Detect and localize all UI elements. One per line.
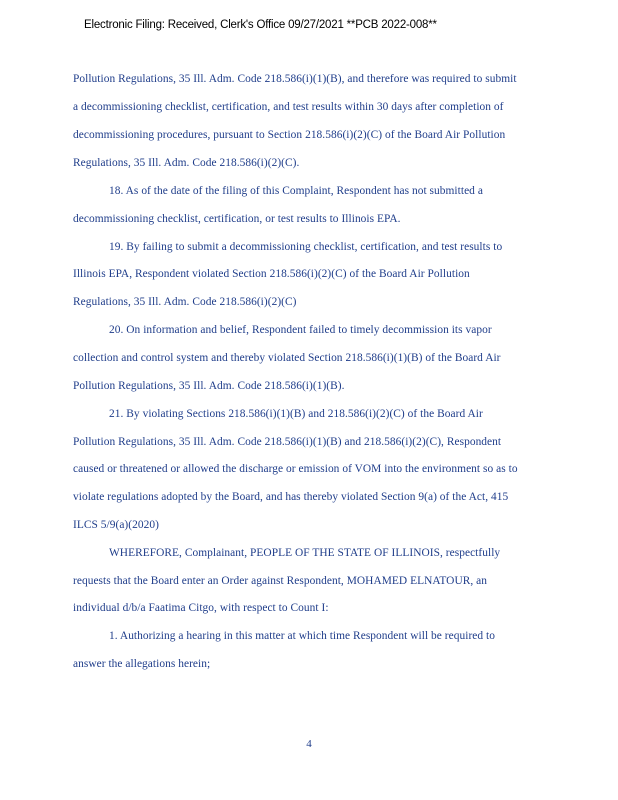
wherefore-clause-start: WHEREFORE, Complainant, PEOPLE OF THE STATE OF ILLINOIS, respectfully [109, 547, 501, 559]
paragraph-19-start: 19. By failing to submit a decommissioning checklist, certification, and test results to [109, 241, 503, 253]
body-line: answer the allegations herein; [73, 658, 211, 670]
relief-item-1-start: 1. Authorizing a hearing in this matter at which time Respondent will be required to [109, 630, 496, 642]
body-line: individual d/b/a Faatima Citgo, with respect to Count I: [73, 602, 329, 614]
body-line: decommissioning checklist, certification, or test results to Illinois EPA. [73, 213, 401, 225]
body-line: Pollution Regulations, 35 Ill. Adm. Code 218.586(i)(1)(B). [73, 380, 345, 392]
body-line: Pollution Regulations, 35 Ill. Adm. Code 218.586(i)(1)(B), and therefore was required to submit [73, 73, 517, 85]
page-number: 4 [306, 738, 312, 750]
body-line: Illinois EPA, Respondent violated Section 218.586(i)(2)(C) of the Board Air Pollution [73, 268, 470, 280]
body-line: Regulations, 35 Ill. Adm. Code 218.586(i)(2)(C). [73, 157, 300, 169]
body-line: Pollution Regulations, 35 Ill. Adm. Code 218.586(i)(1)(B) and 218.586(i)(2)(C), Respondent [73, 436, 502, 448]
filing-stamp-header: Electronic Filing: Received, Clerk's Office 09/27/2021 **PCB 2022-008** [84, 19, 437, 31]
paragraph-21-start: 21. By violating Sections 218.586(i)(1)(B) and 218.586(i)(2)(C) of the Board Air [109, 408, 483, 420]
body-line: decommissioning procedures, pursuant to Section 218.586(i)(2)(C) of the Board Air Pollution [73, 129, 506, 141]
body-line: Regulations, 35 Ill. Adm. Code 218.586(i)(2)(C) [73, 296, 297, 308]
body-line: caused or threatened or allowed the discharge or emission of VOM into the environment so as to [73, 463, 518, 475]
body-line: ILCS 5/9(a)(2020) [73, 519, 159, 531]
paragraph-20-start: 20. On information and belief, Respondent failed to timely decommission its vapor [109, 324, 492, 336]
body-line: violate regulations adopted by the Board, and has thereby violated Section 9(a) of the Act, 415 [73, 491, 509, 503]
body-line: a decommissioning checklist, certification, and test results within 30 days after completion of [73, 101, 504, 113]
body-line: requests that the Board enter an Order against Respondent, MOHAMED ELNATOUR, an [73, 575, 488, 587]
body-line: collection and control system and thereby violated Section 218.586(i)(1)(B) of the Board Air [73, 352, 501, 364]
paragraph-18-start: 18. As of the date of the filing of this Complaint, Respondent has not submitted a [109, 185, 483, 197]
